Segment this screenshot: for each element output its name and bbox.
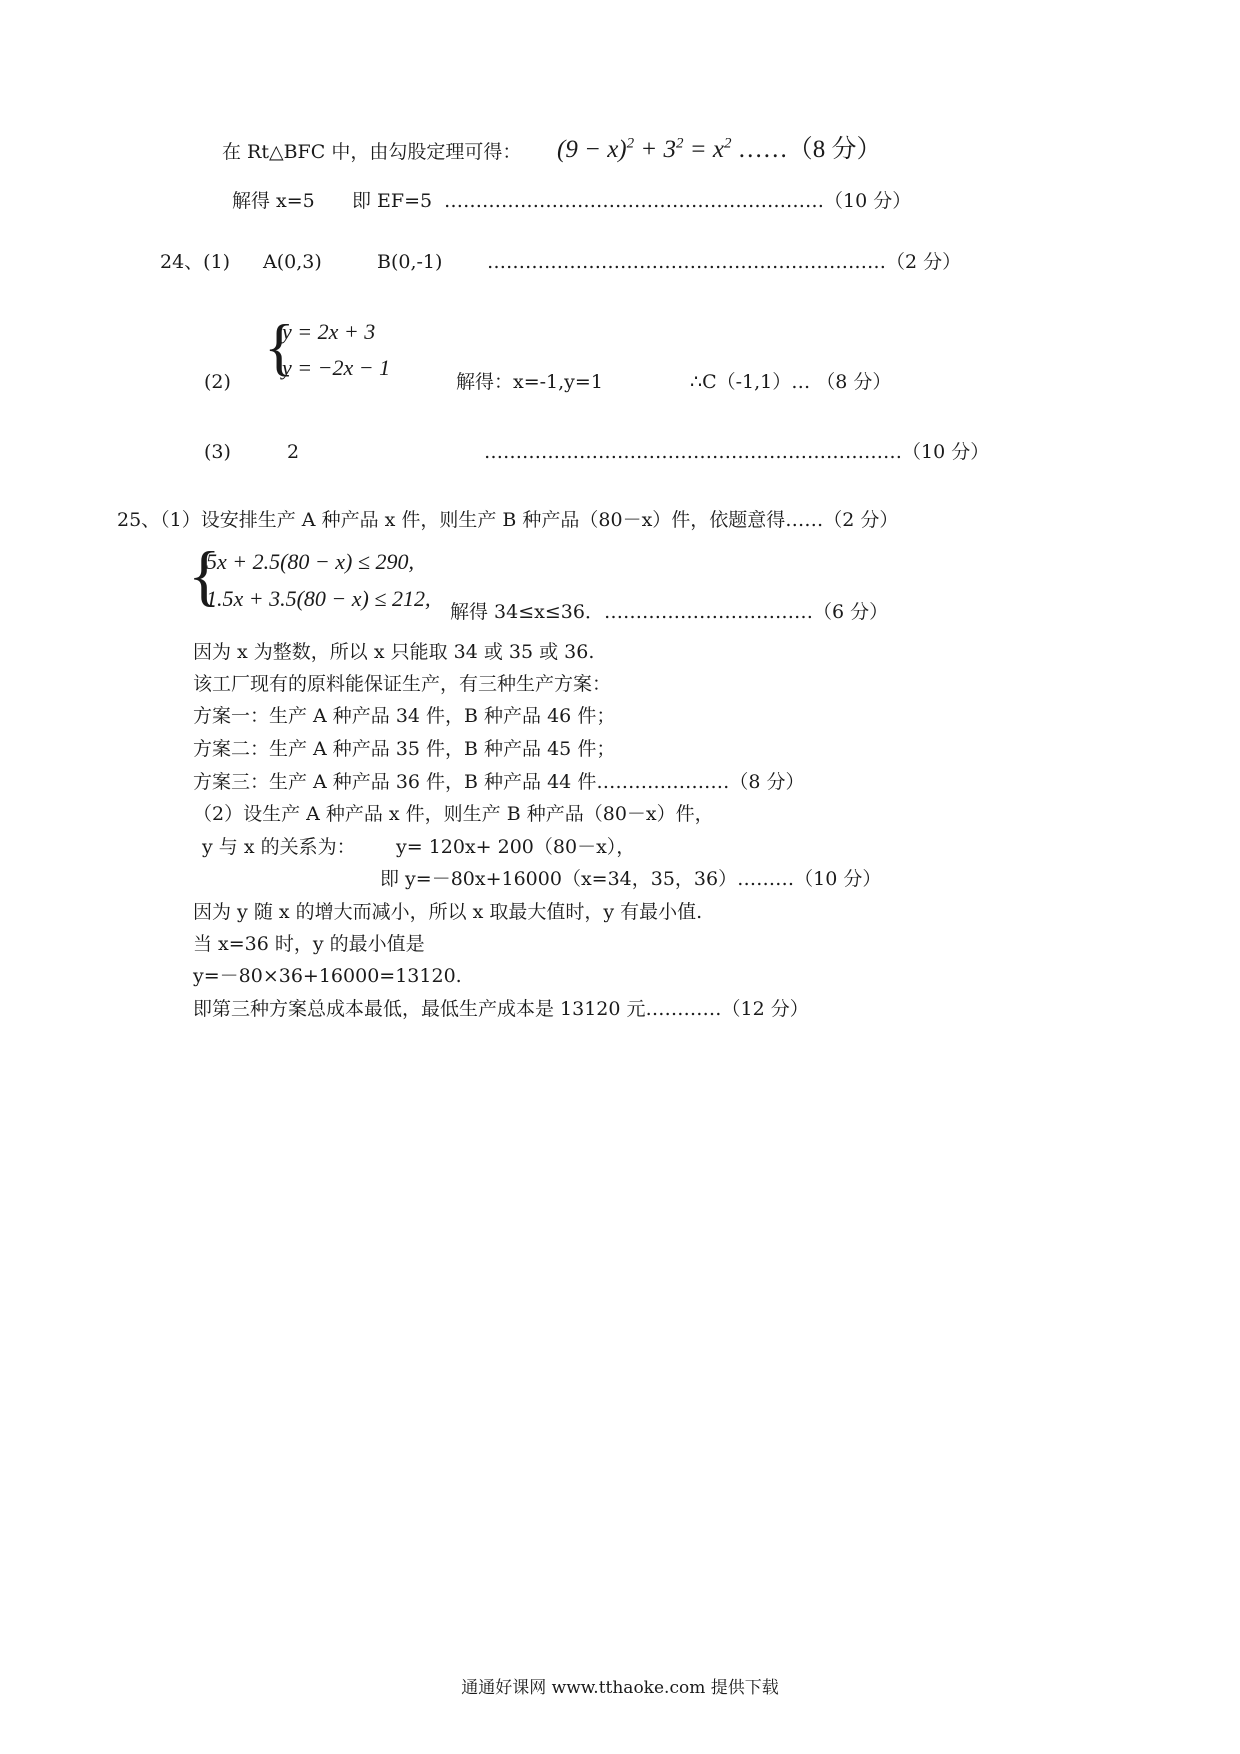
q25-line-min-at: 当 x=36 时，y 的最小值是 (193, 933, 425, 955)
q25-line-monotonic: 因为 y 随 x 的增大而减小，所以 x 取最大值时，y 有最小值. (193, 901, 703, 923)
q23-equation (557, 135, 881, 165)
q25-relation-expr: y= 120x+ 200（80－x）， (396, 836, 636, 858)
eq-exp-a: 2 (626, 135, 635, 152)
eq-term-b: + 3 (634, 136, 676, 163)
q23-line2-ef: 即 EF=5 (352, 190, 433, 212)
q25-inequality-solve: 解得 34≤x≤36．……………………………（6 分） (450, 601, 889, 623)
q24-system-eq1: y = 2x + 3 (282, 319, 376, 344)
q24-part2-label: (2) (204, 371, 231, 393)
q25-inequality-1: 5x + 2.5(80 − x) ≤ 290, (206, 549, 414, 574)
q24-point-a: A(0,3) (263, 251, 322, 273)
q24-part3-label: (3) (204, 441, 231, 463)
q23-line2-solve: 解得 x=5 (232, 190, 315, 212)
eq-exp-b: 2 (676, 135, 684, 152)
q25-plan-1: 方案一：生产 A 种产品 34 件，B 种产品 46 件； (193, 705, 616, 727)
q23-line1-text: 在 Rt△BFC 中，由勾股定理可得： (222, 141, 522, 163)
eq-term-a: (9 − x) (557, 136, 627, 163)
q24-system-eq2: y = −2x − 1 (282, 355, 391, 380)
q24-part2-result: ∴C（-1,1）… （8 分） (690, 371, 892, 393)
q24-part3-score: …………………………………………………………（10 分） (484, 441, 990, 463)
q24-system-brace: { (264, 311, 295, 382)
eq-term-c: = x (683, 136, 724, 163)
q25-relation-label: y 与 x 的关系为： (202, 836, 356, 858)
q24-point-b: B(0,-1) (377, 251, 443, 273)
q25-relation-simplified: 即 y=－80x+16000（x=34，35，36）………（10 分） (380, 868, 882, 890)
eq-exp-c: 2 (723, 135, 732, 152)
q25-inequality-2: 1.5x + 3.5(80 − x) ≤ 212, (206, 586, 431, 611)
q25-line-min-calc: y=－80×36+16000=13120. (193, 965, 462, 987)
q25-plan-3: 方案三：生产 A 种产品 36 件，B 种产品 44 件…………………（8 分） (193, 771, 805, 793)
q25-plan-2: 方案二：生产 A 种产品 35 件，B 种产品 45 件； (193, 738, 616, 760)
q24-part1-label: 24、(1) (160, 251, 231, 273)
eq-score: ……（8 分） (731, 136, 882, 163)
q25-system-brace: { (188, 537, 221, 613)
q24-part1-score: ………………………………………………………（2 分） (487, 251, 962, 273)
q25-line-1: 因为 x 为整数，所以 x 只能取 34 或 35 或 36. (193, 641, 595, 663)
q23-line2-score: ……………………………………………………（10 分） (444, 190, 912, 212)
q24-part2-solve: 解得：x=-1,y=1 (456, 371, 603, 393)
q24-part3-value: 2 (287, 441, 300, 463)
q25-line-2: 该工厂现有的原料能保证生产，有三种生产方案： (193, 673, 612, 695)
q25-conclusion: 即第三种方案总成本最低，最低生产成本是 13120 元…………（12 分） (193, 998, 809, 1020)
page-footer: 通通好课网 www.tthaoke.com 提供下载 (461, 1678, 779, 1698)
q25-part2-intro: （2）设生产 A 种产品 x 件，则生产 B 种产品（80－x）件， (193, 803, 714, 825)
q25-intro: 25、（1）设安排生产 A 种产品 x 件，则生产 B 种产品（80－x）件，依题意得……（2 分） (117, 509, 899, 531)
